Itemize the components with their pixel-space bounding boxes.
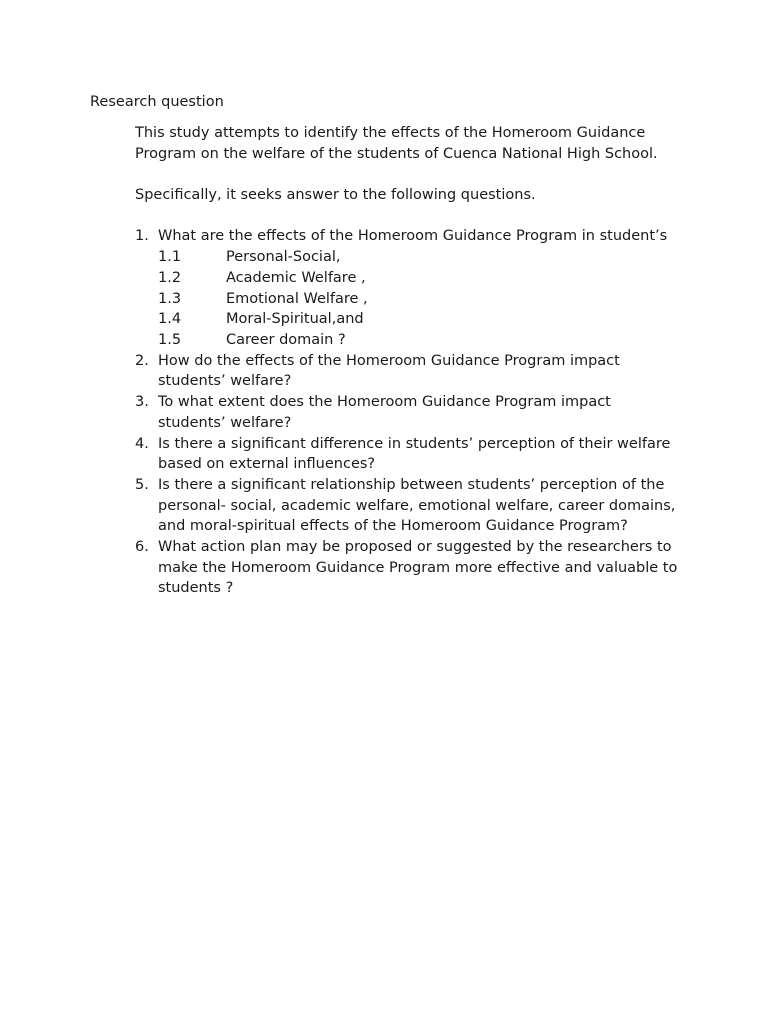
question-number: 5. — [135, 476, 149, 493]
question-item — [135, 434, 680, 475]
question-text: What are the effects of the Homeroom Guidance Program in student’s — [158, 228, 668, 245]
sub-question-number: 1.4 — [158, 311, 182, 328]
question-number: 6. — [135, 539, 149, 556]
question-number: 4. — [135, 435, 149, 452]
question-number: 2. — [135, 352, 149, 369]
sub-question-item — [158, 268, 680, 289]
question-item — [135, 392, 680, 433]
question-item — [135, 537, 680, 599]
question-text: How do the effects of the Homeroom Guidance Program impact students’ welfare? — [158, 352, 620, 390]
intro-paragraph: This study attempts to identify the effects of the Homeroom Guidance Program on the welfare of the students of Cuenca National High School. — [135, 125, 658, 162]
sub-question-list — [158, 247, 680, 351]
sub-question-number: 1.3 — [158, 290, 182, 307]
question-item — [135, 475, 680, 537]
question-item — [135, 226, 680, 350]
sub-question-item — [158, 309, 680, 330]
research-questions-list — [135, 226, 680, 599]
question-text: Is there a significant difference in students’ perception of their welfare based on external influences? — [158, 435, 671, 473]
sub-question-text: Academic Welfare , — [226, 269, 366, 286]
sub-question-number: 1.1 — [158, 249, 182, 266]
sub-question-number: 1.5 — [158, 332, 182, 348]
question-item — [135, 351, 680, 392]
question-number: 3. — [135, 394, 149, 411]
section-heading: Research question — [90, 94, 224, 110]
sub-question-item — [158, 289, 680, 310]
sub-question-item — [158, 330, 680, 351]
document-body — [135, 123, 680, 599]
question-text: Is there a significant relationship between students’ perception of the personal- social, academic welfare, emotional welfare, career domains, and moral-spiritual effects of the Homeroom Guidance Program? — [158, 476, 676, 535]
lead-in-paragraph: Specifically, it seeks answer to the following questions. — [135, 187, 536, 204]
sub-question-text: Personal-Social, — [226, 249, 341, 266]
sub-question-item — [158, 247, 680, 268]
sub-question-text: Moral-Spiritual,and — [226, 311, 364, 328]
question-number: 1. — [135, 228, 149, 245]
sub-question-number: 1.2 — [158, 269, 182, 286]
sub-question-text: Career domain ? — [226, 332, 346, 348]
question-text: To what extent does the Homeroom Guidance Program impact students’ welfare? — [158, 394, 611, 431]
question-text: What action plan may be proposed or suggested by the researchers to make the Homeroom Guidance Program more effective and valuable to students ? — [158, 539, 678, 597]
sub-question-text: Emotional Welfare , — [226, 290, 368, 307]
